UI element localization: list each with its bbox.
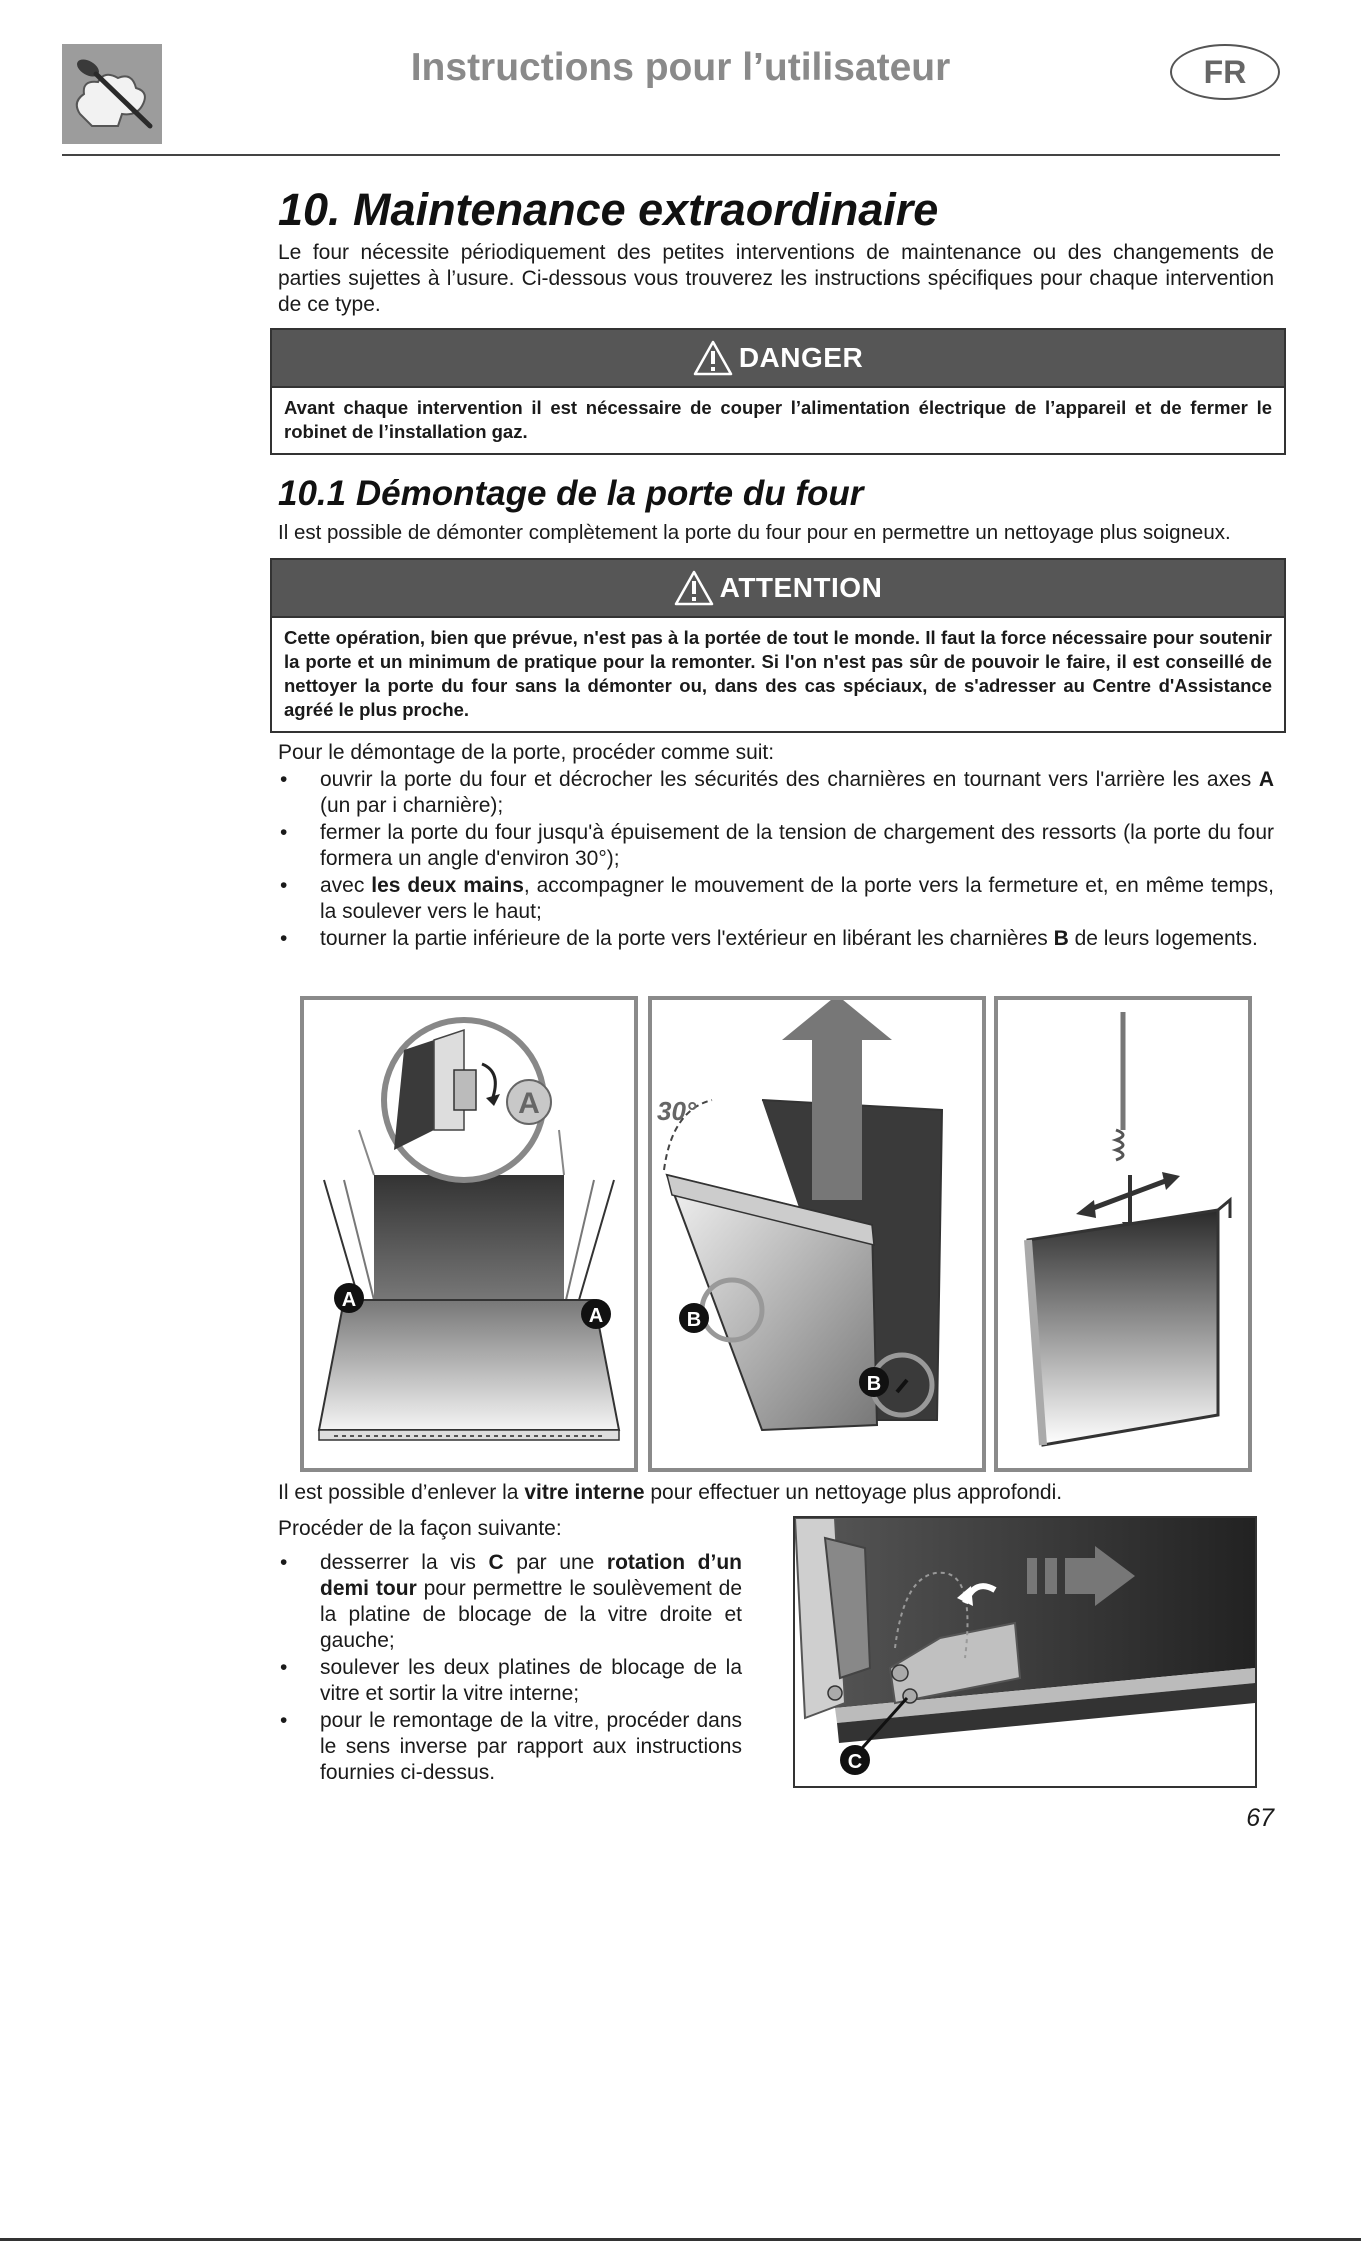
- list-item: • tourner la partie inférieure de la porte vers l'extérieur en libérant les charnières B de leurs logements.: [278, 926, 1274, 952]
- list-item: • soulever les deux platines de blocage de la vitre et sortir la vitre interne;: [278, 1655, 742, 1707]
- attention-label: ATTENTION: [719, 572, 883, 603]
- danger-header: [272, 330, 1284, 388]
- list-item: • avec les deux mains, accompagner le mouvement de la porte vers la fermeture et, en même temps, la soulever vers le haut;: [278, 873, 1274, 925]
- door-removal-intro: Pour le démontage de la porte, procéder comme suit:: [278, 741, 775, 764]
- header-divider: [62, 154, 1280, 156]
- glass-procedure-intro: Procéder de la façon suivante:: [278, 1517, 562, 1540]
- section-intro: Le four nécessite périodiquement des petites interventions de maintenance ou des changements de parties sujettes à l’usure. Ci-dessous vous trouverez les instructions spécifiques pour chaque intervention de ce type.: [278, 241, 1274, 316]
- hinge-label-left: B: [686, 1309, 702, 1331]
- subsection-intro: Il est possible de démonter complètement la porte du four pour en permettre un nettoyage plus soigneux.: [278, 521, 1231, 544]
- danger-box: [270, 328, 1286, 455]
- hinge-label-left: A: [341, 1289, 357, 1311]
- language-badge: FR: [1170, 44, 1280, 100]
- figure-door-30deg: [648, 996, 986, 1472]
- hinge-label-right: B: [866, 1373, 882, 1395]
- figure-door-open: [300, 996, 638, 1472]
- list-item: • ouvrir la porte du four et décrocher les sécurités des charnières en tournant vers l'arrière les axes A (un par i charnière);: [278, 767, 1274, 819]
- door-removal-instructions: [278, 740, 1274, 953]
- angle-label: 30°: [657, 1096, 697, 1126]
- list-item: • fermer la porte du four jusqu'à épuisement de la tension de chargement des ressorts (la porte du four formera un angle d'environ 30°);: [278, 820, 1274, 872]
- warning-triangle-icon: [674, 570, 714, 606]
- glass-steps: [278, 1550, 742, 1786]
- hinge-label-right: A: [588, 1305, 604, 1327]
- glass-steps-container: [278, 1550, 742, 1787]
- oven-door-tilted-illustration: [652, 1000, 982, 1468]
- danger-text: Avant chaque intervention il est nécessaire de couper l’alimentation électrique de l’appareil et de fermer le robinet de l’installation gaz.: [284, 397, 1272, 442]
- header-title: Instructions pour l’utilisateur: [410, 46, 951, 89]
- subsection-title: 10.1 Démontage de la porte du four: [278, 474, 864, 513]
- list-item: • desserrer la vis C par une rotation d’un demi tour pour permettre le soulèvement de la platine de blocage de la vitre droite et gauche;: [278, 1550, 742, 1654]
- screw-label: C: [847, 1751, 863, 1773]
- section-title: 10. Maintenance extraordinaire: [278, 184, 939, 235]
- attention-text: Cette opération, bien que prévue, n'est pas à la portée de tout le monde. Il faut la force nécessaire pour soutenir la porte et un minimum de pratique pour la remonter. Si l'on n'est pas sûr de pouvoir le faire, il est conseillé de nettoyer la porte du four sans la démonter ou, dans des cas spéciaux, de s'adresser au Centre d'Assistance agréé le plus proche.: [284, 627, 1272, 720]
- hinge-label-big: A: [518, 1087, 540, 1120]
- page-number: 67: [1246, 1804, 1274, 1832]
- warning-triangle-icon: [693, 340, 733, 376]
- glass-intro: Il est possible d’enlever la vitre interne pour effectuer un nettoyage plus approfondi.: [278, 1481, 1063, 1504]
- attention-box: [270, 558, 1286, 733]
- door-removal-steps: [278, 767, 1274, 952]
- oven-door-removed-illustration: [998, 1000, 1248, 1468]
- list-item: • pour le remontage de la vitre, procéder dans le sens inverse par rapport aux instructions fournies ci-dessus.: [278, 1708, 742, 1786]
- oven-door-open-illustration: [304, 1000, 634, 1468]
- figure-door-removed: [994, 996, 1252, 1472]
- figure-glass-screw: [793, 1516, 1257, 1788]
- glass-retainer-illustration: [795, 1518, 1255, 1786]
- attention-header: [272, 560, 1284, 618]
- danger-label: DANGER: [738, 342, 864, 373]
